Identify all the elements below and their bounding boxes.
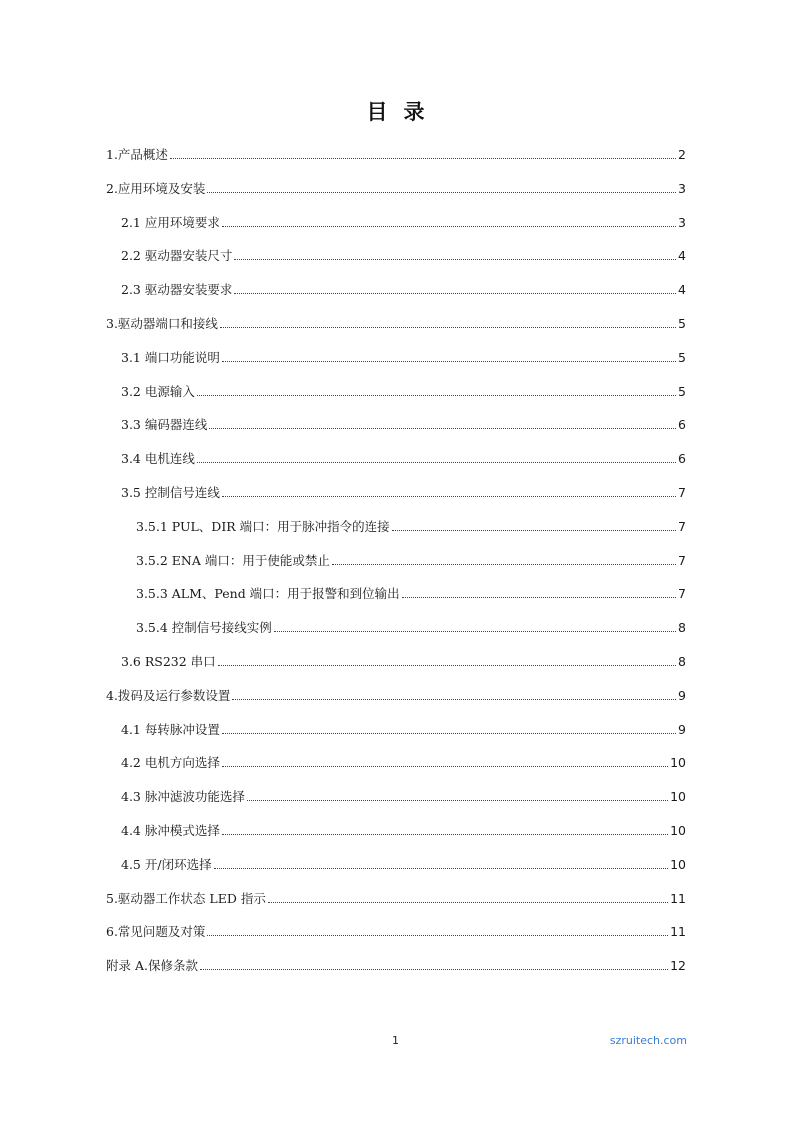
footer-website: szruitech.com [609,1034,687,1047]
toc-entry-label: 2.2 驱动器安装尺寸 [121,248,233,264]
toc-entry-page: 5 [678,316,686,331]
toc-entry-label: 2.1 应用环境要求 [121,214,220,230]
toc-entry-label: 3.4 电机连线 [121,451,195,467]
toc-entry-page: 7 [678,552,686,568]
toc-leader-dots [207,192,676,193]
toc-entry[interactable] [136,515,686,535]
toc-entry-label: 4.3 脉冲滤波功能选择 [121,789,245,805]
toc-entry[interactable] [121,447,686,467]
toc-entry-label: 3.5.4 控制信号接线实例 [136,620,272,636]
title-char-1: 目 [366,100,390,124]
toc-entry[interactable] [136,582,686,602]
toc-entry-page: 6 [678,417,686,433]
toc-leader-dots [332,564,676,565]
toc-entry-page: 7 [678,586,686,602]
toc-entry[interactable] [121,278,686,298]
toc-entry[interactable] [121,346,686,366]
toc-leader-dots [197,395,676,396]
toc-entry-label: 3.5.3 ALM、Pend 端口：用于报警和到位输出 [136,586,400,602]
toc-entry-page: 7 [678,518,686,534]
toc-leader-dots [232,699,676,700]
toc-entry-page: 2 [678,147,686,162]
toc-entry-page: 4 [678,248,686,264]
title-char-2: 录 [403,100,427,124]
toc-entry[interactable] [106,954,686,974]
toc-entry-label: 2.应用环境及安装 [106,180,206,196]
toc-leader-dots [200,969,668,970]
toc-leader-dots [170,158,676,159]
toc-entry[interactable] [106,143,686,163]
toc-entry-label: 1.产品概述 [106,147,168,162]
toc-leader-dots [268,902,668,903]
toc-entry-label: 3.5 控制信号连线 [121,485,220,500]
toc-entry-page: 11 [670,890,686,906]
toc-leader-dots [214,868,669,869]
toc-entry-label: 4.拨码及运行参数设置 [106,687,231,703]
toc-entry-label: 4.2 电机方向选择 [121,755,220,771]
toc-leader-dots [402,597,676,598]
toc-entry-label: 3.3 编码器连线 [121,417,208,433]
toc-entry[interactable] [121,853,686,873]
toc-entry[interactable] [121,751,686,771]
toc-entry-page: 10 [670,856,686,872]
toc-entry-page: 9 [678,721,686,737]
toc-entry-label: 6.常见问题及对策 [106,924,206,940]
toc-entry-label: 3.2 电源输入 [121,383,195,399]
toc-entry-label: 4.5 开/闭环选择 [121,856,212,872]
toc-entry-page: 10 [670,789,686,805]
toc-entry-page: 8 [678,654,686,669]
toc-entry-label: 附录 A.保修条款 [106,958,198,974]
toc-entry[interactable] [106,684,686,704]
toc-entry-page: 7 [678,485,686,500]
toc-entry[interactable] [121,244,686,264]
toc-entry-label: 2.3 驱动器安装要求 [121,282,233,298]
toc-entry-label: 4.4 脉冲模式选择 [121,823,220,838]
toc-entry-page: 9 [678,687,686,703]
toc-entry-label: 5.驱动器工作状态 LED 指示 [106,890,266,906]
toc-leader-dots [274,631,676,632]
toc-entry-label: 4.1 每转脉冲设置 [121,721,220,737]
toc-entry-label: 3.驱动器端口和接线 [106,316,218,331]
toc-entry-page: 6 [678,451,686,467]
toc-leader-dots [222,226,676,227]
toc-entry-page: 3 [678,214,686,230]
toc-leader-dots [222,496,676,497]
toc-entry-page: 5 [678,349,686,365]
toc-leader-dots [222,834,668,835]
toc-entry-label: 3.5.1 PUL、DIR 端口：用于脉冲指令的连接 [136,518,390,534]
toc-leader-dots [234,259,676,260]
toc-entry[interactable] [106,312,686,332]
toc-entry[interactable] [121,211,686,231]
toc-entry[interactable] [136,549,686,569]
toc-leader-dots [222,733,676,734]
toc-leader-dots [207,935,668,936]
toc-entry-page: 12 [670,958,686,974]
toc-entry[interactable] [121,718,686,738]
toc-entry-page: 3 [678,180,686,196]
toc-leader-dots [220,327,676,328]
toc-leader-dots [222,766,668,767]
toc-entry[interactable] [136,616,686,636]
toc-entry-page: 4 [678,282,686,298]
toc-entry[interactable] [106,887,686,907]
toc-leader-dots [247,800,668,801]
toc-entry-page: 5 [678,383,686,399]
toc-entry-page: 8 [678,620,686,636]
toc-leader-dots [218,665,676,666]
toc-leader-dots [222,361,676,362]
toc-entry-page: 10 [670,823,686,838]
toc-entry-label: 3.1 端口功能说明 [121,349,220,365]
toc-entry[interactable] [106,920,686,940]
toc-leader-dots [392,530,676,531]
toc-entry[interactable] [121,413,686,433]
toc-entry-page: 10 [670,755,686,771]
toc-entry[interactable] [121,380,686,400]
toc-entry-label: 3.5.2 ENA 端口：用于使能或禁止 [136,552,330,568]
toc-entry[interactable] [121,785,686,805]
page-title [0,96,793,126]
toc-entry[interactable] [121,481,686,501]
toc-entry[interactable] [106,177,686,197]
toc-entry-page: 11 [670,924,686,940]
toc-leader-dots [234,293,676,294]
toc-entry[interactable] [121,819,686,839]
footer-page-number: 1 [392,1034,399,1047]
toc-entry[interactable] [121,650,686,670]
toc-leader-dots [197,462,676,463]
toc-leader-dots [209,428,676,429]
toc-entry-label: 3.6 RS232 串口 [121,654,216,669]
